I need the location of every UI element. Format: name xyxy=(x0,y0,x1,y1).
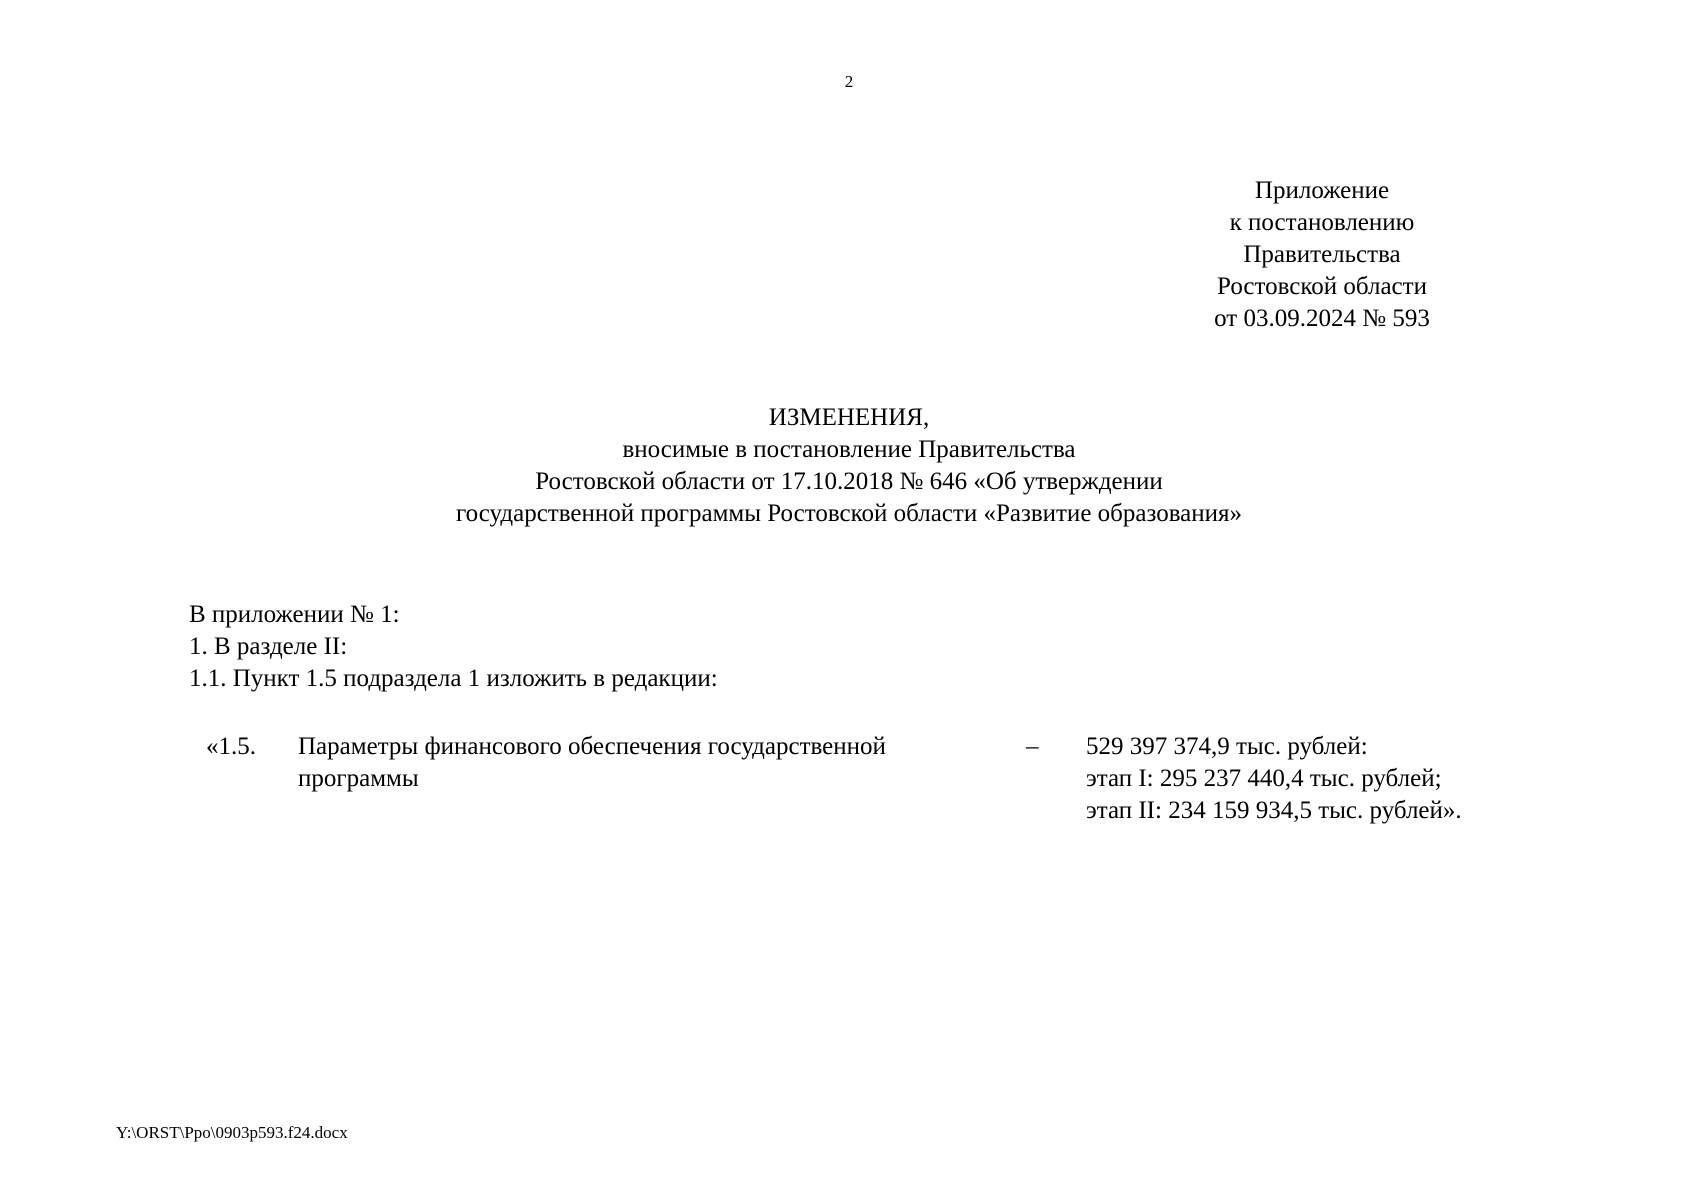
page-number: 2 xyxy=(844,72,854,91)
body-text xyxy=(189,599,718,695)
body-line: 1.1. Пункт 1.5 подраздела 1 изложить в редакции: xyxy=(189,665,718,692)
footer-file-path: Y:\ORST\Ppo\0903p593.f24.docx xyxy=(116,1123,348,1142)
heading-line: государственной программы Ростовской области «Развитие образования» xyxy=(455,500,1243,527)
document-heading xyxy=(0,402,1698,530)
parameter-value-line: 529 397 374,9 тыс. рублей: xyxy=(1086,733,1368,760)
annex-line: от 03.09.2024 № 593 xyxy=(1214,305,1430,332)
parameter-dash: – xyxy=(1026,733,1039,760)
parameter-values xyxy=(1086,731,1462,827)
parameter-value-line: этап I: 295 237 440,4 тыс. рублей; xyxy=(1086,765,1442,792)
annex-header xyxy=(1162,175,1482,335)
heading-title: ИЗМЕНЕНИЯ, xyxy=(768,404,930,431)
annex-line: к постановлению xyxy=(1229,209,1415,236)
heading-line: Ростовской области от 17.10.2018 № 646 «Об утверждении xyxy=(535,468,1163,495)
annex-line: Правительства xyxy=(1243,241,1401,268)
annex-line: Ростовской области xyxy=(1217,273,1427,300)
parameter-number: «1.5. xyxy=(206,733,256,760)
parameter-name: Параметры финансового обеспечения государственной программы xyxy=(298,733,886,792)
parameter-value-line: этап II: 234 159 934,5 тыс. рублей». xyxy=(1086,797,1462,824)
annex-line: Приложение xyxy=(1254,177,1390,204)
body-line: В приложении № 1: xyxy=(189,601,400,628)
body-line: 1. В разделе II: xyxy=(189,633,348,660)
heading-line: вносимые в постановление Правительства xyxy=(622,436,1076,463)
